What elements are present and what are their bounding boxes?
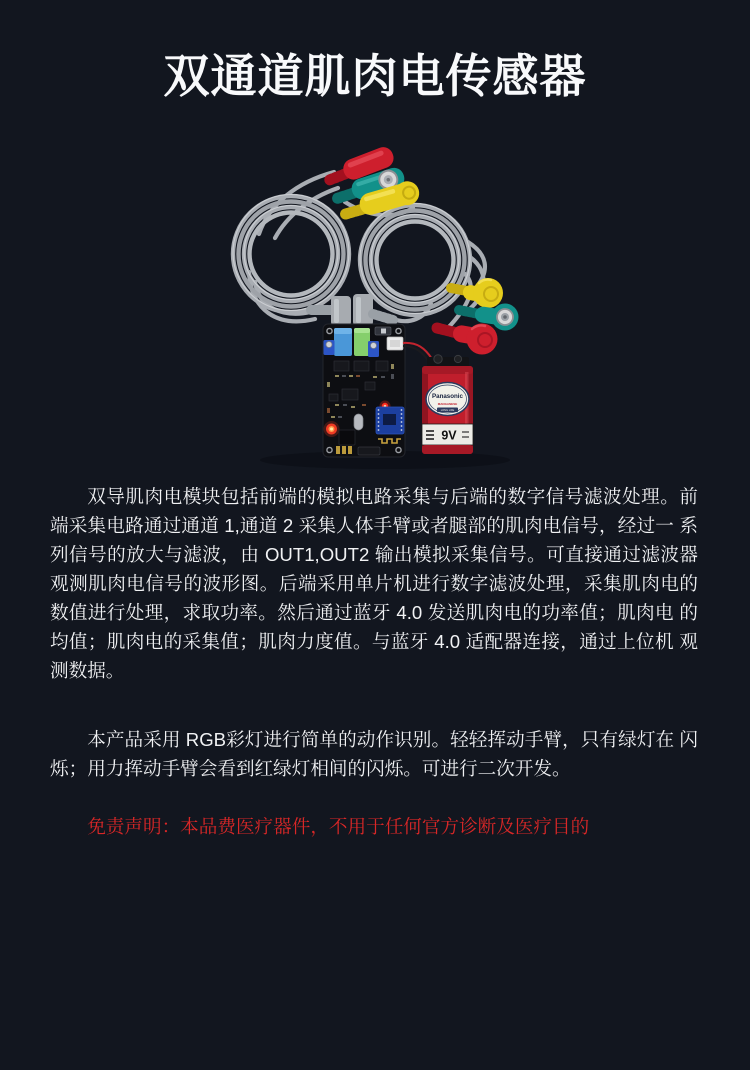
- trimpot-right: [368, 341, 379, 357]
- product-photo: [225, 142, 525, 472]
- disclaimer-text: 免责声明：本品费医疗器件，不用于任何官方诊断及医疗目的: [87, 816, 590, 837]
- description-paragraph-2: 本产品采用 RGB彩灯进行简单的动作识别。轻轻挥动手臂，只有绿灯在 闪烁；用力挥动手臂会看到红绿灯相间的闪烁。可进行二次开发。: [50, 729, 698, 779]
- battery-voltage-label: 9V: [441, 428, 457, 443]
- battery-series-label: MANGANESE: [437, 402, 458, 406]
- battery-9v: [422, 355, 473, 454]
- trimpot-left: [324, 340, 335, 355]
- battery-tag-label: LONG LIFE: [440, 409, 455, 412]
- description-paragraph-1: 双导肌肉电模块包括前端的模拟电路采集与后端的数字信号滤波处理。前端采集电路通过通道 1,通道 2 采集人体手臂或者腿部的肌肉电信号，经过一 系列信号的放大与滤波，由 OUT1,OUT2 输出模拟采集信号。可直接通过滤波器观测肌肉电信号的波形图。后端采用单片机进行数字滤波处理，采集肌肉电的数值进行处理，求取功率。然后通过蓝牙 4.0 发送肌肉电的功率值；肌肉电 的均值；肌肉电的采集值；肌肉力度值。与蓝牙 4.0 适配器连接，通过上位机 观测数据。: [50, 486, 698, 681]
- crystal-oscillator: [354, 414, 363, 430]
- audio-jack-green: [354, 328, 370, 356]
- emg-circuit-board: [323, 324, 432, 457]
- mcu-chip: [339, 430, 355, 445]
- electrode-snap-red-right: [437, 324, 498, 355]
- red-led-indicator: [324, 421, 340, 437]
- power-switch: [375, 327, 391, 335]
- page-title: 双通道肌肉电传感器: [163, 50, 587, 102]
- emg-sensor-kit-illustration: [225, 142, 525, 472]
- battery-brand-label: Panasonic: [432, 393, 463, 400]
- right-cable-coil: [360, 204, 470, 316]
- bottom-connector: [358, 447, 380, 455]
- gold-pads: [336, 446, 352, 454]
- audio-jack-blue: [334, 328, 352, 356]
- product-description: [50, 482, 698, 841]
- left-cable-coil: [233, 195, 349, 313]
